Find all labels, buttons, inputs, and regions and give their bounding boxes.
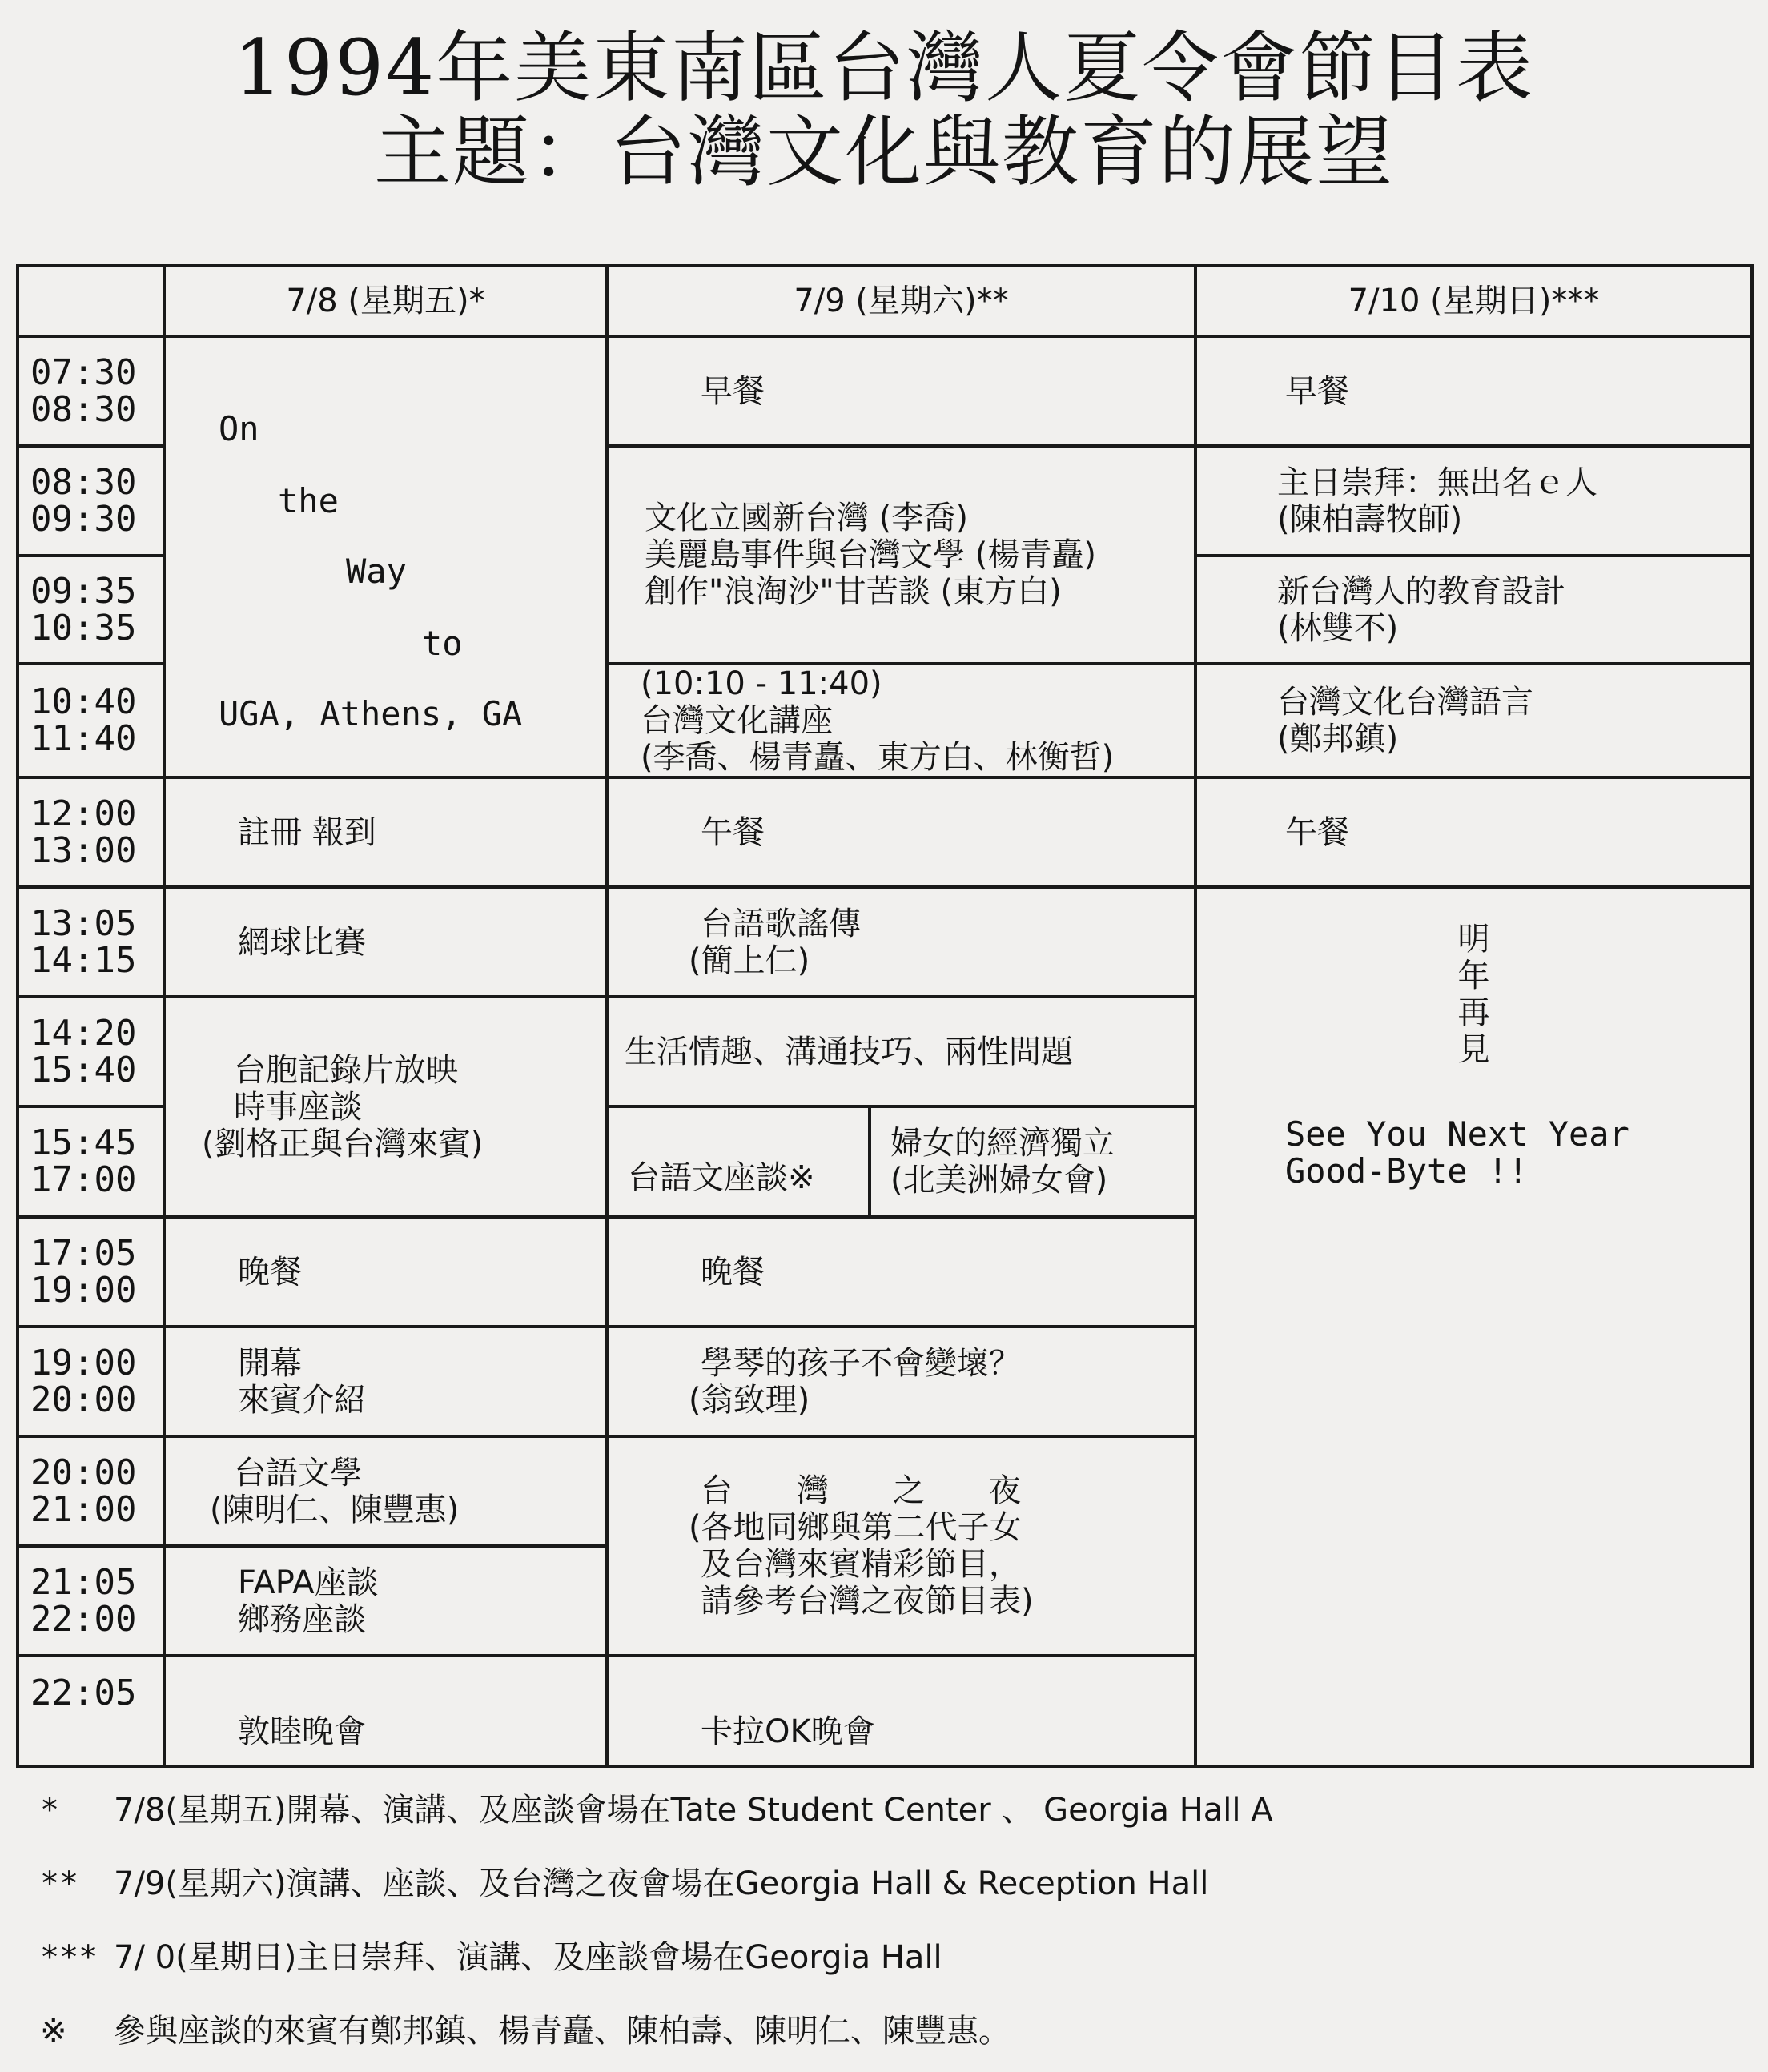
time-cell: 10:40 11:40 [18,664,164,777]
day1-opening: 開幕 來賓介紹 [164,1327,607,1436]
day1-party: 敦睦晚會 [164,1656,607,1766]
onway-text: UGA, Athens, GA [219,694,523,733]
time-cell: 17:05 19:00 [18,1217,164,1327]
onway-text: Way [346,552,407,591]
day2-dinner: 晚餐 [607,1217,1195,1327]
time-cell: 22:05 [18,1656,164,1766]
day2-lecture: (10:10 - 11:40) 台灣文化講座 (李喬、楊青矗、東方白、林衡哲) [607,664,1195,777]
day2-taiwan-night: 台 灣 之 夜 (各地同鄉與第二代子女 及台灣來賓精彩節目， 請參考台灣之夜節目表) [607,1436,1195,1656]
footnote: ※ 參與座談的來賓有鄭邦鎮、楊青矗、陳柏壽、陳明仁、陳豐惠。 [40,2013,1011,2050]
time-cell: 20:00 21:00 [18,1436,164,1546]
table-row [18,336,1752,446]
time-cell: 13:05 14:15 [18,887,164,997]
day2-women: 婦女的經濟獨立 (北美洲婦女會) [890,1125,1115,1199]
see-you-text: See You Next Year Good-Byte !! [1285,1114,1629,1191]
day2-lunch: 午餐 [607,777,1195,887]
header-day1: 7/8 (星期五)* [164,266,607,336]
time-cell: 08:30 09:30 [18,446,164,556]
day2-taiyu: 台語文座談※ [609,1108,871,1215]
day1-fapa: FAPA座談 鄉務座談 [164,1546,607,1656]
day1-tennis: 網球比賽 [164,887,607,997]
day2-split-cell [607,1106,1195,1217]
day3-lunch: 午餐 [1195,777,1752,887]
footnotes [40,1773,1754,2068]
time-cell: 12:00 13:00 [18,777,164,887]
page-subtitle: 主題：台灣文化與教育的展望 [374,107,1394,197]
day3-education: 新台灣人的教育設計 (林雙不) [1195,556,1752,664]
table-row [18,887,1752,997]
day2-talks: 文化立國新台灣 (李喬) 美麗島事件與台灣文學 (楊青矗) 創作"浪淘沙"甘苦談 (東方白) [607,446,1195,664]
day1-literature: 台語文學 (陳明仁、陳豐惠) [164,1436,607,1546]
header-day2: 7/9 (星期六)** [607,266,1195,336]
table-row [18,777,1752,887]
day2-life: 生活情趣、溝通技巧、兩性問題 [607,997,1195,1106]
onway-text: to [422,624,463,663]
day1-dinner: 晚餐 [164,1217,607,1327]
onway-text: the [278,481,339,520]
time-cell: 07:30 08:30 [18,336,164,446]
day1-film: 台胞記錄片放映 時事座談 (劉格正與台灣來賓) [164,997,607,1217]
footnote: *** 7/ 0(星期日)主日崇拜、演講、及座談會場在Georgia Hall [40,1939,942,1976]
time-cell: 15:45 17:00 [18,1106,164,1217]
day3-worship: 主日崇拜：無出名ｅ人 (陳柏壽牧師) [1195,446,1752,556]
day3-breakfast: 早餐 [1195,336,1752,446]
time-cell: 21:05 22:00 [18,1546,164,1656]
time-cell: 09:35 10:35 [18,556,164,664]
header-day3: 7/10 (星期日)*** [1195,266,1752,336]
onway-text: On [219,409,259,448]
time-cell: 14:20 15:40 [18,997,164,1106]
day2-karaoke: 卡拉OK晚會 [607,1656,1195,1766]
day3-next-year: 明 年 再 見 See You Next Year Good-Byte !! [1195,887,1752,1766]
day3-culture: 台灣文化台灣語言 (鄭邦鎮) [1195,664,1752,777]
page-title: 1994年美東南區台灣人夏令會節目表 [233,23,1535,113]
day2-ballad: 台語歌謠傳 (簡上仁) [607,887,1195,997]
corner-cell [18,266,164,336]
day2-breakfast: 早餐 [607,336,1195,446]
footnote: ** 7/9(星期六)演講、座談、及台灣之夜會場在Georgia Hall & Reception Hall [40,1865,1209,1902]
footnote: * 7/8(星期五)開幕、演講、及座談會場在Tate Student Center 、 Georgia Hall A [40,1792,1273,1829]
time-cell: 19:00 20:00 [18,1327,164,1436]
day1-registration: 註冊 報到 [164,777,607,887]
day2-piano: 學琴的孩子不會變壞？ (翁致理) [607,1327,1195,1436]
onway-cell [164,336,607,777]
schedule-table [16,264,1754,1768]
header-row [18,266,1752,336]
